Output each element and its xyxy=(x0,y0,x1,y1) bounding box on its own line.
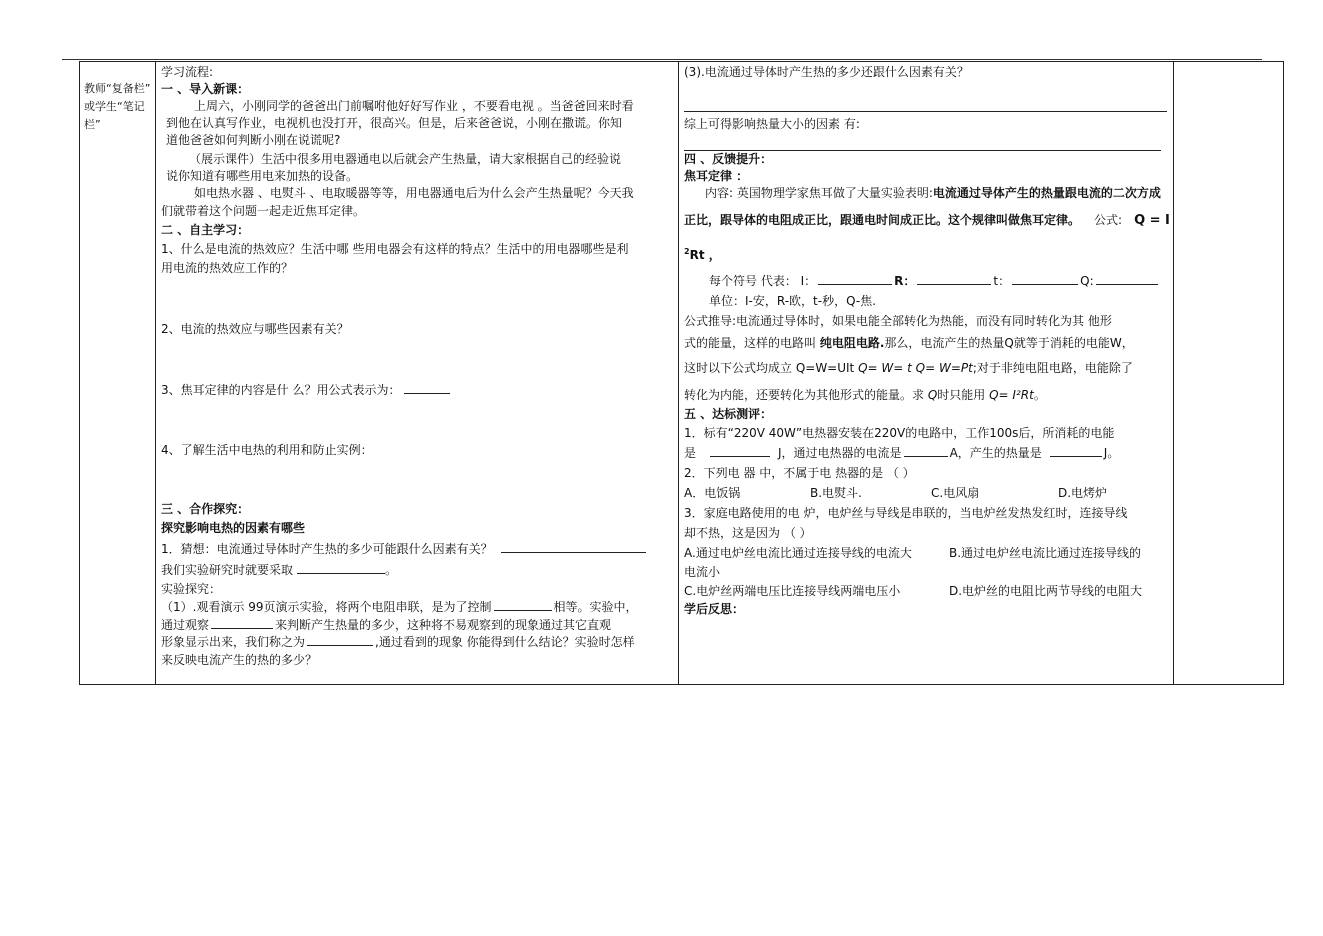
reflection-title: 学后反思： xyxy=(684,602,745,616)
derivation-line2: 式的能量，这样的电路叫 纯电阻电路.那么，电流产生的热量Q就等于消耗的电能W， xyxy=(684,336,1134,350)
notes-column xyxy=(80,62,156,684)
section-test-title: 五 、达标测评： xyxy=(684,407,773,421)
test2-option-a[interactable]: A．电饭锅 xyxy=(684,486,741,500)
observe-blank[interactable] xyxy=(211,616,273,629)
flow-label: 学习流程: xyxy=(161,65,214,79)
symbol-t-blank[interactable] xyxy=(1012,272,1078,285)
test3-option-c[interactable]: C.电炉丝两端电压比连接导线两端电压小 xyxy=(684,584,901,598)
current-blank[interactable] xyxy=(904,444,948,457)
section-intro-title: 一 、导入新课： xyxy=(161,82,250,96)
control-blank[interactable] xyxy=(494,598,552,611)
method-line: 我们实验研究时就要采取 。 xyxy=(161,563,398,577)
intro-p2-line2: 说你知道有哪些用电来加热的设备。 xyxy=(166,169,359,183)
symbols-line: 每个符号 代表： I： R： t： Q: xyxy=(709,272,1158,290)
question2: 2、电流的热效应与哪些因素有关？ xyxy=(161,322,349,336)
factor-question: (3).电流通过导体时产生热的多少还跟什么因素有关？ xyxy=(684,65,969,79)
section-cooperation-title: 三 、合作探究： xyxy=(161,502,250,516)
right-notes-column xyxy=(1174,62,1284,684)
worksheet-table xyxy=(79,61,1284,685)
test2-option-c[interactable]: C.电风扇 xyxy=(931,486,980,500)
intro-p1-line3: 道他爸爸如何判断小刚在说谎呢? xyxy=(166,133,341,147)
test2-option-b[interactable]: B.电熨斗. xyxy=(810,486,862,500)
law-content-line2: 正比，跟导体的电阻成正比，跟通电时间成正比。这个规律叫做焦耳定律。 公式: Q = I xyxy=(684,213,1170,228)
side-note-line3: 栏” xyxy=(84,118,101,131)
intro-p3-line1: 如电热水器 、电熨斗 、电取暖器等等，用电器通电后为什么会产生热量呢？今天我 xyxy=(194,186,634,200)
test1-line2: 是 J，通过电热器的电流是 A，产生的热量是 J。 xyxy=(684,446,1120,460)
question3: 3、焦耳定律的内容是什 么？用公式表示为： xyxy=(161,381,450,399)
test3-option-b-cont: 电流小 xyxy=(684,565,721,579)
derivation-line4: 转化为内能，还要转化为其他形式的能量。求 Q时只能用 Q= I²Rt。 xyxy=(684,388,1046,402)
test2-question: 2．下列电 器 中，不属于电 热器的是 （ ） xyxy=(684,466,915,480)
derivation-line1: 公式推导:电流通过导体时，如果电能全部转化为热能，而没有同时转化为其 他形 xyxy=(684,314,1112,328)
test3-line2: 却不热，这是因为 （ ） xyxy=(684,526,812,540)
heat-blank[interactable] xyxy=(1050,444,1102,457)
guess-blank[interactable] xyxy=(501,540,646,553)
guess-line: 1．猜想：电流通过导体时产生热的多少可能跟什么因素有关？ xyxy=(161,540,646,558)
explore-subtitle: 探究影响电热的因素有哪些 xyxy=(161,521,306,535)
law-title: 焦耳定律 ： xyxy=(684,169,749,183)
experiment-line3: 形象显示出来，我们称之为 ,通过看到的现象 你能得到什么结论？实验时怎样 xyxy=(161,635,635,649)
formula-blank[interactable] xyxy=(404,381,450,394)
header-rule xyxy=(62,59,1262,60)
side-note-line2: 或学生“笔记 xyxy=(84,100,145,113)
method-name-blank[interactable] xyxy=(307,633,373,646)
question4: 4、了解生活中电热的利用和防止实例： xyxy=(161,443,373,457)
answer-line-1[interactable] xyxy=(684,111,1167,112)
test3-line1: 3．家庭电路使用的电 炉，电炉丝与导线是串联的，当电炉丝发热发红时，连接导线 xyxy=(684,506,1128,520)
derivation-line3: 这时以下公式均成立 Q=W=UIt Q= W= t Q= W=Pt;对于非纯电阻电路，电能除了 xyxy=(684,361,1133,375)
experiment-line1: （1）.观看演示 99页演示实验，将两个电阻串联，是为了控制 相等。实验中， xyxy=(161,600,638,614)
test2-option-d[interactable]: D.电烤炉 xyxy=(1058,486,1108,500)
feedback-column xyxy=(679,62,1174,684)
intro-p1-line1: 上周六，小刚同学的爸爸出门前嘱咐他好好写作业 ，不要看电视 。当爸爸回来时看 xyxy=(194,99,634,113)
test3-option-b[interactable]: B.通过电炉丝电流比通过连接导线的 xyxy=(949,546,1142,560)
experiment-line4: 来反映电流产生的热的多少？ xyxy=(161,653,318,667)
experiment-title: 实验探究： xyxy=(161,582,222,596)
symbol-i-blank[interactable] xyxy=(818,272,892,285)
side-note-line1: 教师“复备栏” xyxy=(84,82,151,95)
law-formula-cont: $^2$Rt ， xyxy=(684,247,721,262)
intro-p2-line1: （展示课件）生活中很多用电器通电以后就会产生热量，请大家根据自己的经验说 xyxy=(189,152,622,166)
test1-line1: 1．标有“220V 40W”电热器安装在220V的电路中，工作100s后，所消耗的电能 xyxy=(684,426,1115,440)
method-blank[interactable] xyxy=(297,561,385,574)
summary-line: 综上可得影响热量大小的因素 有: xyxy=(684,117,860,131)
intro-p3-line2: 们就带着这个问题一起走近焦耳定律。 xyxy=(161,204,366,218)
question1-line1: 1、什么是电流的热效应？生活中哪 些用电器会有这样的特点？生活中的用电器哪些是利 xyxy=(161,242,629,256)
section-self-study-title: 二 、自主学习： xyxy=(161,223,250,237)
test3-option-a[interactable]: A.通过电炉丝电流比通过连接导线的电流大 xyxy=(684,546,912,560)
intro-p1-line2: 到他在认真写作业，电视机也没打开，很高兴。但是，后来爸爸说，小刚在撒谎。你知 xyxy=(166,116,623,130)
symbol-r-blank[interactable] xyxy=(917,272,991,285)
law-content-line1: 内容: 英国物理学家焦耳做了大量实验表明:电流通过导体产生的热量跟电流的二次方成 xyxy=(705,186,1161,200)
learning-flow-column xyxy=(156,62,679,684)
section-feedback-title: 四 、反馈提升： xyxy=(684,152,773,166)
units-line: 单位：I-安，R-欧，t-秒，Q-焦. xyxy=(709,294,877,308)
question1-line2: 用电流的热效应工作的？ xyxy=(161,261,294,275)
experiment-line2: 通过观察 来判断产生热量的多少，这种将不易观察到的现象通过其它直观 xyxy=(161,618,612,632)
test3-option-d[interactable]: D.电炉丝的电阻比两节导线的电阻大 xyxy=(949,584,1143,598)
energy-blank[interactable] xyxy=(710,444,770,457)
symbol-q-blank[interactable] xyxy=(1096,272,1158,285)
